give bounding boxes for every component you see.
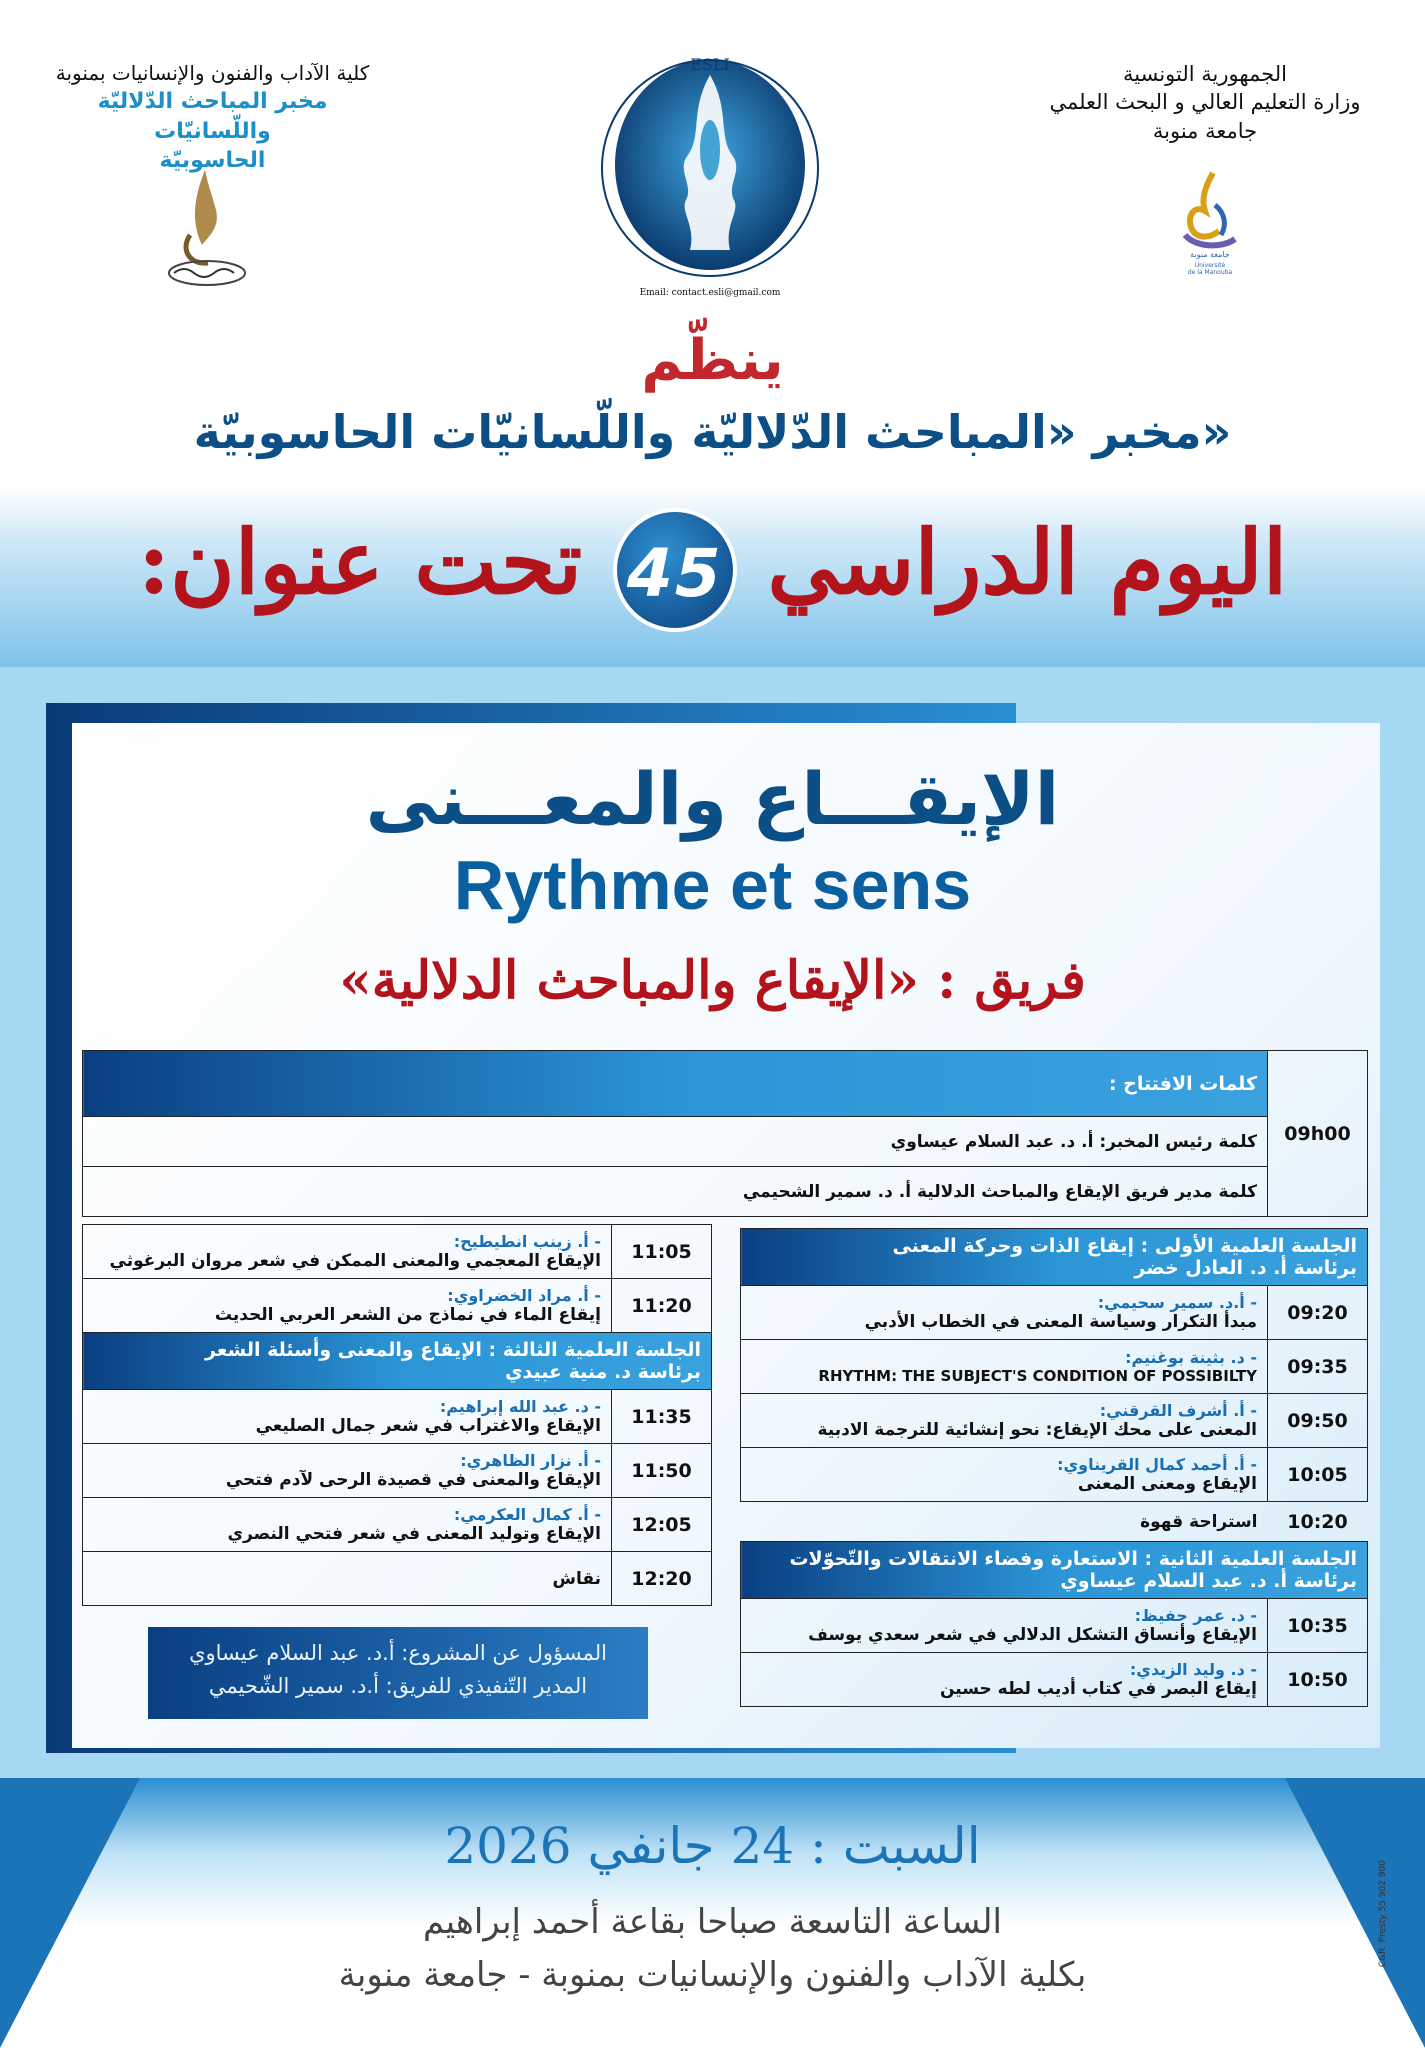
project-responsible: المسؤول عن المشروع: أ.د. عبد السلام عيساوي — [189, 1641, 607, 1665]
printer-credit: C&R. Presty 55 902 900 — [1378, 1860, 1388, 1968]
talk-title: إيقاع البصر في كتاب أديب لطه حسين — [939, 1679, 1257, 1699]
session2-header — [741, 1542, 1368, 1599]
svg-text:جامعة منوبة: جامعة منوبة — [1190, 250, 1230, 259]
talk-time: 11:50 — [612, 1444, 712, 1498]
talk-speaker: - د. بثينة بوغنيم: — [1125, 1348, 1257, 1367]
session1-title: الجلسة العلمية الأولى : إيقاع الذات وحركة المعنى — [892, 1235, 1357, 1257]
session2-title: الجلسة العلمية الثانية : الاستعارة وفضاء الانتقالات والتّحوّلات — [789, 1548, 1357, 1570]
talk-time: 10:50 — [1268, 1653, 1368, 1707]
university-logo — [1165, 165, 1255, 275]
talk-title: RHYTHM: THE SUBJECT'S CONDITION OF POSSIBILTY — [818, 1367, 1257, 1385]
opening-time: 09h00 — [1268, 1051, 1368, 1217]
talk-speaker: - د. عمر حفيظ: — [1134, 1606, 1257, 1625]
svg-text:de la Manouba: de la Manouba — [1187, 269, 1233, 275]
talk-time: 09:50 — [1268, 1394, 1368, 1448]
table-row — [741, 1286, 1368, 1340]
talk-time: 11:35 — [612, 1390, 712, 1444]
talk-speaker: - أ.د. سمير سحيمي: — [1097, 1293, 1257, 1312]
event-time-venue: الساعة التاسعة صباحا بقاعة أحمد إبراهيم — [423, 1902, 1002, 1942]
study-day-prefix: اليوم الدراسي — [767, 510, 1288, 614]
title-arabic: الإيقـــاع والمعـــنى — [365, 757, 1060, 841]
talk-title: الإيقاع وتوليد المعنى في شعر فتحي النصري — [227, 1524, 601, 1544]
talk-time: 10:35 — [1268, 1599, 1368, 1653]
opening-speech-1: كلمة رئيس المخبر: أ. د. عبد السلام عيساوي — [83, 1117, 1268, 1167]
talk-speaker: - أ. أحمد كمال القريناوي: — [1057, 1455, 1257, 1474]
talk-title: الإيقاع ومعنى المعنى — [1077, 1474, 1257, 1494]
table-row — [83, 1444, 712, 1498]
table-row — [741, 1394, 1368, 1448]
session3-chair: برئاسة د. منية عبيدي — [505, 1361, 701, 1383]
header-left-faculty — [45, 60, 380, 176]
talk-time: 10:05 — [1268, 1448, 1368, 1502]
table-row — [741, 1448, 1368, 1502]
talk-speaker: - أ. نزار الظاهري: — [460, 1451, 601, 1470]
session1-chair: برئاسة أ. د. العادل خضر — [1134, 1257, 1357, 1279]
team-executive-director: المدير التّنفيذي للفريق: أ.د. سمير الشّحيمي — [208, 1673, 588, 1698]
talk-title: الإيقاع والمعنى في قصيدة الرحى لآدم فتحي — [225, 1470, 601, 1490]
opening-table — [82, 1050, 1368, 1217]
lab-label-line1: مخبر المباحث الدّلاليّة واللّسانيّات — [97, 89, 328, 144]
talk-title: مبدأ التكرار وسياسة المعنى في الخطاب الأدبي — [864, 1312, 1257, 1332]
republic-label: الجمهورية التونسية — [1123, 62, 1287, 86]
project-responsible-box — [148, 1627, 648, 1719]
table-row — [741, 1340, 1368, 1394]
session2-chair: برئاسة أ. د. عبد السلام عيساوي — [1060, 1570, 1357, 1592]
lab-name-heading: مخبر «المباحث الدّلاليّة واللّسانيّات الحاسوبيّة» — [193, 405, 1232, 459]
session3-title: الجلسة العلمية الثالثة : الإيقاع والمعنى وأسئلة الشعر — [205, 1339, 701, 1361]
study-day-suffix: تحت عنوان: — [137, 510, 583, 614]
table-row — [741, 1653, 1368, 1707]
talk-title: الإيقاع المعجمي والمعنى الممكن في شعر مروان البرغوثي — [109, 1251, 601, 1271]
opening-header: كلمات الافتتاح : — [83, 1051, 1268, 1117]
session3-header — [83, 1333, 712, 1390]
talk-title: إيقاع الماء في نماذج من الشعر العربي الحديث — [214, 1305, 601, 1325]
talk-time: 09:20 — [1268, 1286, 1368, 1340]
talk-speaker: - أ. مراد الخضراوي: — [447, 1286, 601, 1305]
lab-label-line2: الحاسوبيّة — [159, 148, 266, 174]
table-row — [83, 1498, 712, 1552]
talk-title: المعنى على محك الإيقاع: نحو إنشائية للترجمة الادبية — [817, 1420, 1257, 1440]
faculty-label: كلية الآداب والفنون والإنسانيات بمنوبة — [55, 61, 370, 85]
talk-time: 11:20 — [612, 1279, 712, 1333]
talk-title: الإيقاع وأنساق التشكل الدلالي في شعر سعدي يوسف — [808, 1625, 1257, 1645]
talk-time: 11:05 — [612, 1225, 712, 1279]
talk-speaker: - د. وليد الزيدي: — [1129, 1660, 1257, 1679]
talk-speaker: - أ. زينب انطيطيح: — [453, 1232, 601, 1251]
discussion-time: 12:20 — [612, 1552, 712, 1606]
talk-title: الإيقاع والاغتراب في شعر جمال الصليعي — [255, 1416, 601, 1436]
talk-time: 09:35 — [1268, 1340, 1368, 1394]
event-date: السبت : 24 جانفي 2026 — [444, 1817, 981, 1875]
sessions-right-table — [740, 1228, 1368, 1707]
organizes-heading: ينظّم — [641, 328, 784, 393]
table-row — [83, 1225, 712, 1279]
esli-email: Email: contact.esli@gmail.com — [639, 288, 781, 298]
esli-lab-logo — [590, 50, 830, 310]
break-label: استراحة قهوة — [1140, 1511, 1258, 1532]
study-day-heading — [0, 508, 1425, 632]
event-place: بكلية الآداب والفنون والإنسانيات بمنوبة - جامعة منوبة — [338, 1955, 1087, 1995]
svg-text:Université: Université — [1194, 262, 1226, 269]
ministry-label: وزارة التعليم العالي و البحث العلمي — [1049, 90, 1361, 115]
talk-time: 12:05 — [612, 1498, 712, 1552]
table-row — [741, 1599, 1368, 1653]
table-row — [83, 1279, 712, 1333]
esli-acronym: ESLI — [690, 55, 730, 74]
university-label: جامعة منوبة — [1152, 118, 1258, 143]
table-row — [83, 1552, 712, 1606]
break-time: 10:20 — [1287, 1510, 1348, 1533]
table-row — [83, 1390, 712, 1444]
talk-speaker: - أ. كمال العكرمي: — [453, 1505, 601, 1524]
team-heading: فريق : «الإيقاع والمباحث الدلالية» — [339, 950, 1086, 1011]
session1-header — [741, 1229, 1368, 1286]
title-french: Rythme et sens — [453, 846, 972, 924]
study-day-number-badge: 45 — [613, 508, 737, 632]
discussion-label: نقاش — [83, 1552, 612, 1606]
faculty-logo — [160, 165, 255, 290]
opening-speech-2: كلمة مدير فريق الإيقاع والمباحث الدلالية أ. د. سمير الشحيمي — [83, 1167, 1268, 1217]
talk-speaker: - أ. أشرف القرقني: — [1099, 1401, 1257, 1420]
sessions-left-table — [82, 1224, 712, 1606]
talk-speaker: - د. عبد الله إبراهيم: — [439, 1397, 601, 1416]
header-right-institution — [1040, 60, 1370, 145]
table-row — [741, 1502, 1368, 1542]
